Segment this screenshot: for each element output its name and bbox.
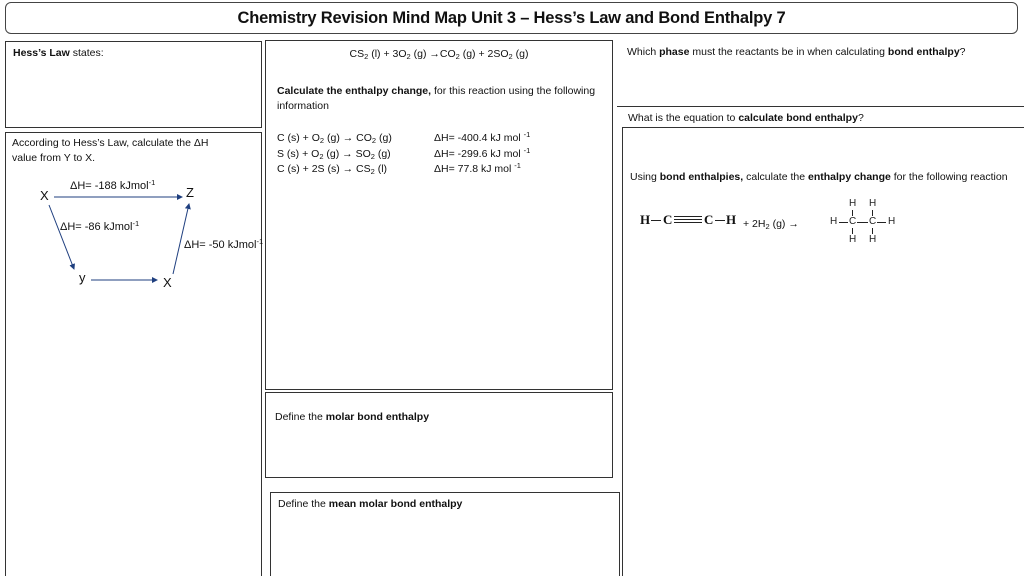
node-y: y: [79, 270, 86, 285]
bond-calc-prompt: Using bond enthalpies, calculate the enthalpy change for the following reaction: [630, 171, 1008, 183]
title-bar: [5, 2, 1018, 34]
ethyne-h-left: H: [640, 212, 651, 227]
hess-law-rest: states:: [69, 47, 104, 59]
data-eq-1: C $(s) + O_2$ $(g) \to CO_2$ (g): [277, 132, 392, 145]
ethyne-single-bond-left: [651, 220, 661, 221]
ethane-h-left: H: [830, 216, 838, 227]
ethyne-triple-bond-3: [674, 222, 702, 223]
target-equation: $CS_2$ $(l) + 3O_2$ $(g) \to CO_2$ $(g) + 2SO_2$ (g): [349, 48, 529, 61]
ethane-h-top-1: H: [849, 198, 857, 209]
node-x-top: X: [40, 188, 49, 203]
ethyne-single-bond-right: [715, 220, 725, 221]
ethane-c-1: C: [849, 216, 857, 227]
ethane-bond-cc: [857, 222, 868, 223]
ethyne-c-1: C: [663, 212, 673, 227]
ethane-bond-left: [839, 222, 848, 223]
ethane-h-right: H: [888, 216, 896, 227]
equation-question: What is the equation to calculate bond enthalpy?: [628, 112, 864, 124]
hess-law-box: [5, 41, 262, 128]
dh-z-to-x: ΔH= -50 kJmol$^{-1}$: [184, 237, 264, 251]
molar-bond-prompt: Define the molar bond enthalpy: [275, 411, 430, 423]
ethyne-triple-bond-2: [674, 219, 702, 220]
arrow-x-to-y: [49, 205, 74, 269]
node-z: Z: [186, 185, 194, 200]
ethane-bond-right: [877, 222, 886, 223]
ethane-h-bottom-2: H: [869, 234, 877, 245]
ethane-h-bottom-1: H: [849, 234, 857, 245]
phase-question: Which phase must the reactants be in when calculating bond enthalpy?: [627, 46, 966, 58]
hess-law-label: Hess’s Law: [13, 47, 70, 59]
reaction-box: [265, 40, 613, 390]
dh-x-to-z: ΔH= -188 kJmol$^{-1}$: [70, 178, 156, 192]
ethyne-triple-bond-1: [674, 216, 702, 217]
hess-law-prompt: [13, 46, 104, 61]
data-dh-2: ΔH= -299.6 kJ mol $^{-1}$: [434, 146, 531, 160]
divider-phase: [617, 106, 1024, 107]
mean-molar-bond-prompt: Define the mean molar bond enthalpy: [278, 498, 463, 510]
calc-instruction: Calculate the enthalpy change, for this reaction using the following information: [277, 85, 596, 112]
hess-calc-line2: value from Y to X.: [12, 152, 96, 164]
mean-molar-bond-box: [270, 492, 620, 576]
data-eq-2: S $(s) + O_2$ $(g) \to SO_2$ (g): [277, 148, 391, 161]
data-dh-1: ΔH= -400.4 kJ mol $^{-1}$: [434, 130, 531, 144]
data-dh-3: ΔH= 77.8 kJ mol $^{-1}$: [434, 161, 521, 175]
divider-vertical: [622, 127, 623, 576]
ethyne-h-right: H: [726, 212, 737, 227]
hess-calc-line1: According to Hess’s Law, calculate the ΔH: [12, 137, 209, 149]
node-x-bottom: X: [163, 275, 172, 290]
data-eq-3: C (s) + 2S $(s) \to CS_2$ (l): [277, 163, 388, 176]
hydrogen-addition: + $2H_2$ (g) →: [743, 218, 799, 231]
hess-cycle-diagram: [30, 178, 290, 298]
ethyne-c-2: C: [704, 212, 714, 227]
divider-equation: [622, 127, 1024, 128]
molar-bond-box: [265, 392, 613, 478]
ethane-structure: [830, 198, 900, 248]
ethane-c-2: C: [869, 216, 877, 227]
ethane-h-top-2: H: [869, 198, 877, 209]
dh-x-to-y: ΔH= -86 kJmol$^{-1}$: [60, 219, 140, 233]
page-title: Chemistry Revision Mind Map Unit 3 – Hess’s Law and Bond Enthalpy 7: [237, 8, 786, 27]
